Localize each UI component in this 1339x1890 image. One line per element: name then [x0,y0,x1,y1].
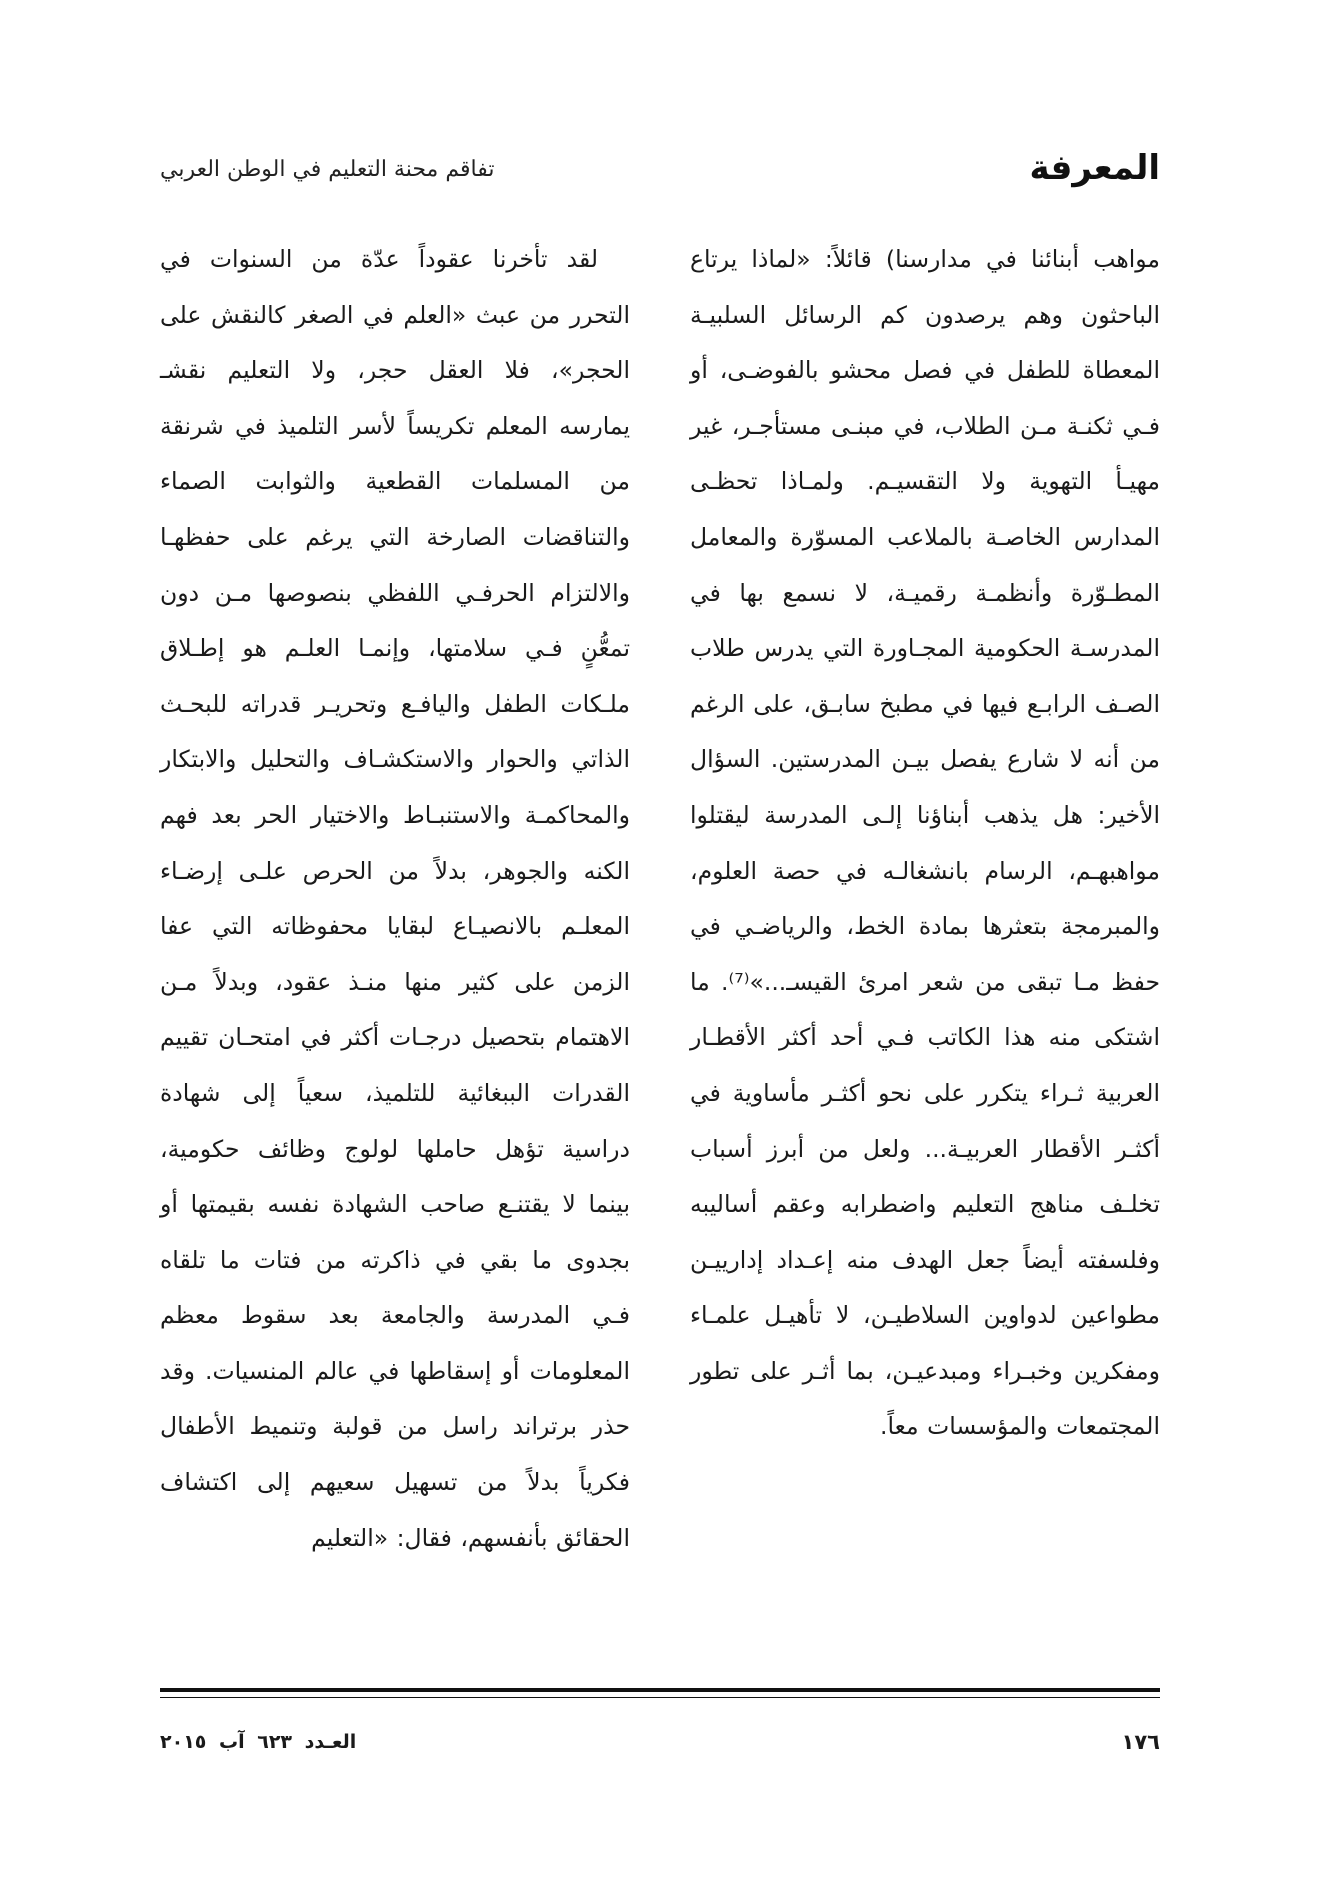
right-column [690,232,1160,1455]
issue-info: العـدد ٦٢٣ آب ٢٠١٥ [160,1731,357,1753]
magazine-logo: المعرفة [1029,148,1160,188]
article-body [160,232,1160,1662]
running-title: تفاقم محنة التعليم في الوطن العربي [160,157,495,182]
footer-divider-light [160,1697,1160,1698]
page-header [160,148,1160,194]
page-footer [160,1726,1160,1766]
footer-divider-heavy [160,1688,1160,1692]
left-column-paragraph: لقد تأخرنا عقوداً عدّة من السنوات في التحرر من عبث «العلم في الصغر كالنقش على الحجر»، فلا العقل حجر، ولا التعليم نقشـ يمارسه المعلم تكريساً لأسر التلميذ في شرنقة من المسلمات القطعية والثوابت الصماء والتناقضات الصارخة التي يرغم على حفظهـا والالتزام الحرفـي اللفظي بنصوصها مـن دون تمعُّنٍ فـي سلامتها، وإنمـا العلـم هو إطـلاق ملـكات الطفل واليافـع وتحريـر قدراته للبحـث الذاتي والحوار والاستكشـاف والتحليل والابتكار والمحاكمـة والاستنبـاط والاختيار الحر بعد فهم الكنه والجوهر، بدلاً من الحرص علـى إرضـاء المعلـم بالانصيـاع لبقايا محفوظاته التي عفا الزمن على كثير منها منـذ عقود، وبدلاً مـن الاهتمام بتحصيل درجـات أكثر في امتحـان تقييم القدرات الببغائية للتلميذ، سعياً إلى شهادة دراسية تؤهل حاملها لولوج وظائف حكومية، بينما لا يقتنـع صاحب الشهادة نفسه بقيمتها أو بجدوى ما بقي في ذاكرته من فتات ما تلقاه فـي المدرسة والجامعة بعد سقوط معظم المعلومات أو إسقاطها في عالم المنسيات. وقد حذر برتراند راسل من قولبة وتنميط الأطفال فكرياً بدلاً من تسهيل سعيهم إلى اكتشاف الحقائق بأنفسهم، فقال: «التعليم [160,245,630,1552]
right-column-paragraph: مواهب أبنائنا في مدارسنا) قائلاً: «لماذا يرتاع الباحثون وهم يرصدون كم الرسائل السلبيـة المعطاة للطفل في فصل محشو بالفوضـى، أو فـي ثكنـة مـن الطلاب، في مبنـى مستأجـر، غير مهيـأ التهوية ولا التقسيـم. ولمـاذا تحظـى المدارس الخاصـة بالملاعب المسوّرة والمعامل المطـوّرة وأنظمـة رقميـة، لا نسمع بها في المدرسـة الحكومية المجـاورة التي يدرس طلاب الصـف الرابـع فيها في مطبخ سابـق، على الرغم من أنه لا شارع يفصل بيـن المدرستين. السؤال الأخير: هل يذهب أبناؤنا إلـى المدرسة ليقتلوا مواهبهـم، الرسام بانشغالـه في حصة العلوم، والمبرمجة بتعثرها بمادة الخط، والرياضـي في حفظ مـا تبقى من شعر امرئ القيسـ...»⁽⁷⁾. ما اشتكى منه هذا الكاتب فـي أحد أكثر الأقطـار العربية ثـراء يتكرر على نحو أكثـر مأساوية في أكثـر الأقطار العربيـة... ولعل من أبرز أسباب تخلـف مناهج التعليم واضطرابه وعقم أساليبه وفلسفته أيضاً جعل الهدف منه إعـداد إدارييـن مطواعين لدواوين السلاطيـن، لا تأهيـل علمـاء ومفكرين وخبـراء ومبدعيـن، بما أثـر على تطور المجتمعات والمؤسسات معاً. [690,245,1160,1441]
left-column [160,232,630,1566]
page-number: ١٧٦ [1121,1730,1160,1754]
